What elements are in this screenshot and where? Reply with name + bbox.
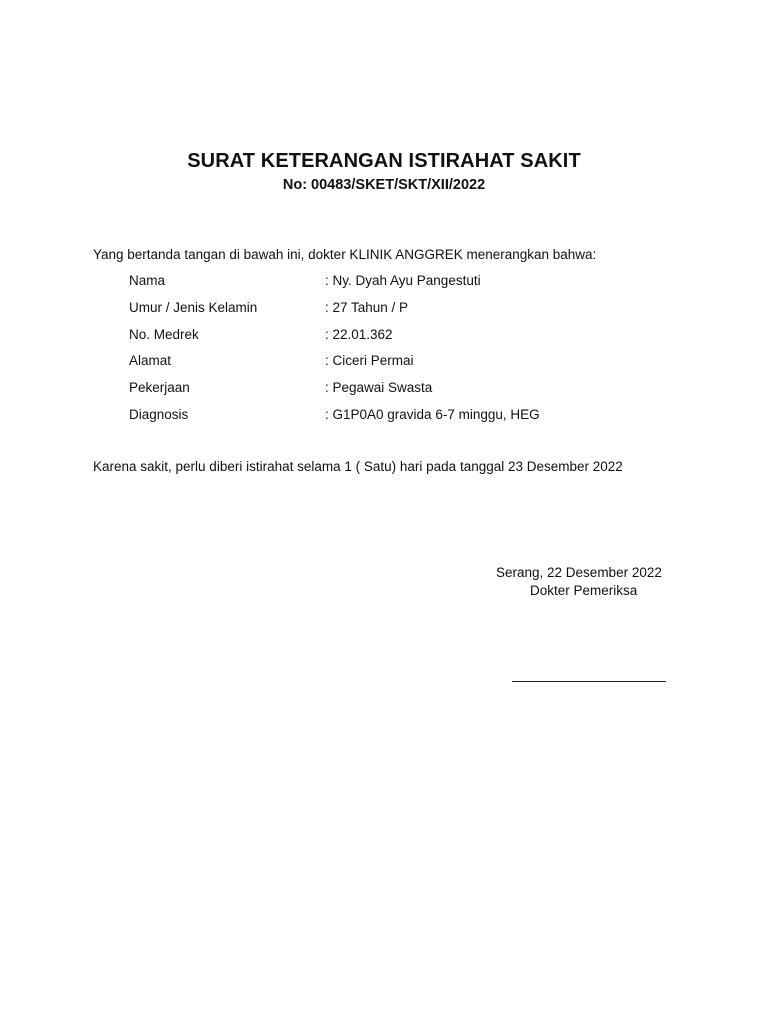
field-value: : Ciceri Permai [325, 353, 414, 368]
field-value: : Pegawai Swasta [325, 380, 433, 395]
field-value: : G1P0A0 gravida 6-7 minggu, HEG [325, 407, 540, 422]
field-label: Pekerjaan [129, 380, 190, 395]
document-number: No: 00483/SKET/SKT/XII/2022 [282, 177, 486, 193]
field-label: Nama [129, 273, 166, 288]
field-row-pekerjaan [129, 380, 689, 400]
place-date: Serang, 22 Desember 2022 [496, 565, 662, 580]
field-value: : 22.01.362 [325, 327, 393, 342]
field-row-diagnosis [129, 407, 689, 427]
signer-title: Dokter Pemeriksa [530, 583, 638, 598]
field-value: : Ny. Dyah Ayu Pangestuti [325, 273, 481, 288]
document-title: SURAT KETERANGAN ISTIRAHAT SAKIT [187, 150, 581, 172]
field-label: Alamat [129, 353, 172, 368]
field-row-medrek [129, 327, 689, 347]
intro-text: Yang bertanda tangan di bawah ini, dokter KLINIK ANGGREK menerangkan bahwa: [93, 247, 597, 262]
field-row-umur [129, 300, 689, 320]
field-label: Diagnosis [129, 407, 189, 422]
field-row-alamat [129, 353, 689, 373]
field-label: Umur / Jenis Kelamin [129, 300, 258, 315]
rest-statement: Karena sakit, perlu diberi istirahat selama 1 ( Satu) hari pada tanggal 23 Desember 2022 [93, 459, 623, 474]
field-value: : 27 Tahun / P [325, 300, 409, 315]
field-row-nama [129, 273, 689, 293]
field-label: No. Medrek [129, 327, 199, 342]
signature-line [512, 681, 666, 682]
